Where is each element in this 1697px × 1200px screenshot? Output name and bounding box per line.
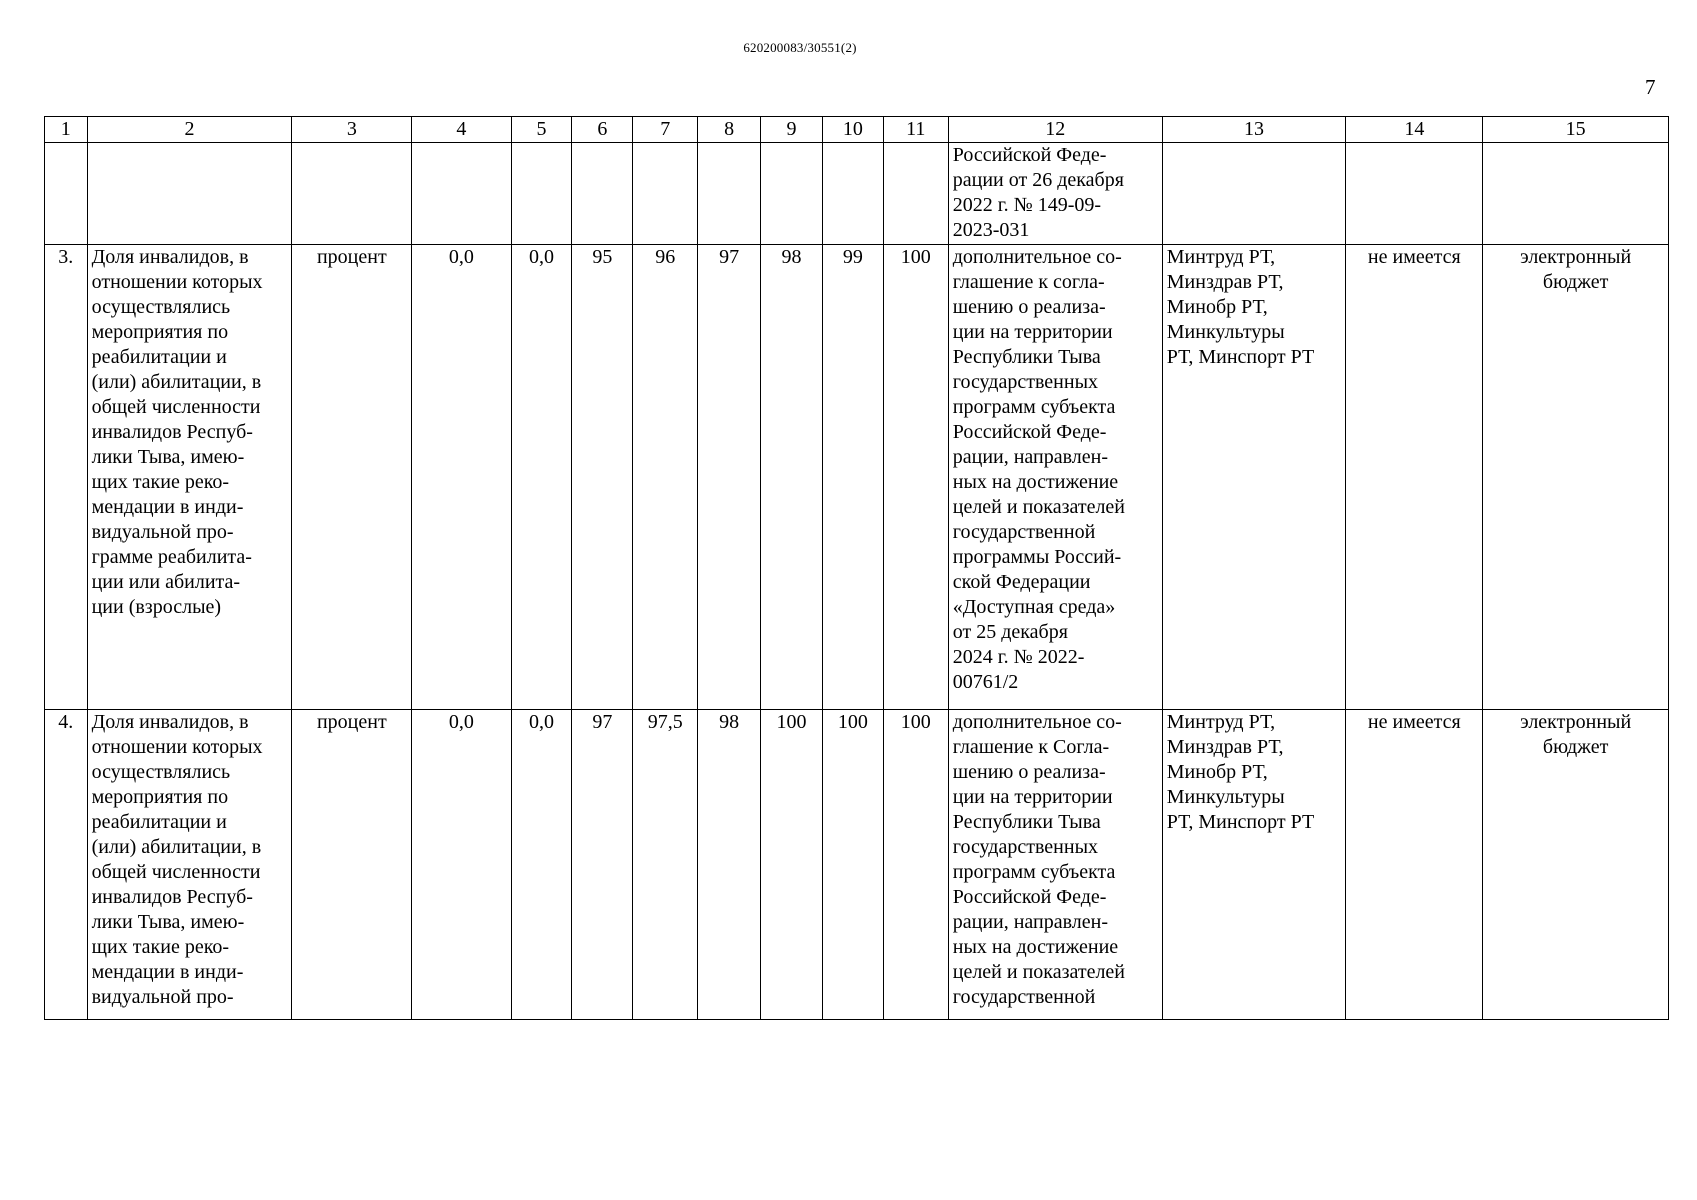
table-row [45, 245, 1669, 710]
unit-cell: процент [292, 710, 412, 1020]
column-header: 3 [292, 117, 412, 143]
table-cell [45, 143, 88, 245]
table-row [45, 710, 1669, 1020]
column-header: 9 [761, 117, 823, 143]
table-cell [511, 143, 572, 245]
value-cell: 97 [698, 245, 761, 710]
value-cell: 96 [633, 245, 698, 710]
table-cell [1162, 143, 1346, 245]
column-header: 12 [948, 117, 1162, 143]
column-header: 10 [822, 117, 883, 143]
table-cell [87, 143, 292, 245]
table-cell [822, 143, 883, 245]
table-cell [633, 143, 698, 245]
table-cell [761, 143, 823, 245]
column-header: 8 [698, 117, 761, 143]
value-cell: 97,5 [633, 710, 698, 1020]
column-header: 7 [633, 117, 698, 143]
value-cell: 0,0 [511, 245, 572, 710]
table-cell [1483, 143, 1669, 245]
value-cell: 98 [698, 710, 761, 1020]
column-header: 5 [511, 117, 572, 143]
value-cell: 100 [883, 245, 948, 710]
column-header: 11 [883, 117, 948, 143]
value-cell: 100 [883, 710, 948, 1020]
column-header: 15 [1483, 117, 1669, 143]
normative-document-cell: дополнительное со- глашение к согла- шению о реализа- ции на территории Республики Тыва государственных программ субъекта Российской Феде- рации, направлен- ных на достижение целей и показателей государственной программы Россий- ской Федерации «Доступная среда» от 25 декабря 2024 г. № 2022- 00761/2 [948, 245, 1162, 710]
column-header: 4 [412, 117, 511, 143]
column-header: 14 [1346, 117, 1483, 143]
value-cell: 98 [761, 245, 823, 710]
table-cell: электронный бюджет [1483, 245, 1669, 710]
responsible-cell: Минтруд РТ, Минздрав РТ, Минобр РТ, Минкультуры РТ, Минспорт РТ [1162, 245, 1346, 710]
normative-document-cell: дополнительное со- глашение к Согла- шению о реализа- ции на территории Республики Тыва государственных программ субъекта Российской Феде- рации, направлен- ных на достижение целей и показателей государственной [948, 710, 1162, 1020]
indicator-name: Доля инвалидов, в отношении которых осуществлялись мероприятия по реабилитации и (или) абилитации, в общей численности инвалидов Респуб- лики Тыва, имею- щих такие реко- мендации в инди- видуальной про- грамме реабилита- ции или абилита- ции (взрослые) [87, 245, 292, 710]
table-cell [292, 143, 412, 245]
table-row-continuation [45, 143, 1669, 245]
table-cell [883, 143, 948, 245]
value-cell: 0,0 [511, 710, 572, 1020]
responsible-cell: Минтруд РТ, Минздрав РТ, Минобр РТ, Минкультуры РТ, Минспорт РТ [1162, 710, 1346, 1020]
table-cell [698, 143, 761, 245]
value-cell: 99 [822, 245, 883, 710]
table-cell [1346, 143, 1483, 245]
indicators-table [44, 116, 1669, 1020]
column-header: 2 [87, 117, 292, 143]
column-header: 13 [1162, 117, 1346, 143]
document-code: 620200083/30551(2) [743, 40, 857, 55]
indicator-name: Доля инвалидов, в отношении которых осуществлялись мероприятия по реабилитации и (или) абилитации, в общей численности инвалидов Респуб- лики Тыва, имею- щих такие реко- мендации в инди- видуальной про- [87, 710, 292, 1020]
normative-document-cell: Российской Феде- рации от 26 декабря 2022 г. № 149-09- 2023-031 [948, 143, 1162, 245]
value-cell: 95 [572, 245, 633, 710]
row-number: 4. [45, 710, 88, 1020]
value-cell: 0,0 [412, 245, 511, 710]
value-cell: 97 [572, 710, 633, 1020]
table-cell: не имеется [1346, 245, 1483, 710]
value-cell: 100 [761, 710, 823, 1020]
column-header: 6 [572, 117, 633, 143]
table-cell: электронный бюджет [1483, 710, 1669, 1020]
value-cell: 0,0 [412, 710, 511, 1020]
table-cell: не имеется [1346, 710, 1483, 1020]
table-header-row [45, 117, 1669, 143]
table-cell [572, 143, 633, 245]
unit-cell: процент [292, 245, 412, 710]
table-cell [412, 143, 511, 245]
value-cell: 100 [822, 710, 883, 1020]
column-header: 1 [45, 117, 88, 143]
row-number: 3. [45, 245, 88, 710]
page-number: 7 [1645, 75, 1656, 99]
